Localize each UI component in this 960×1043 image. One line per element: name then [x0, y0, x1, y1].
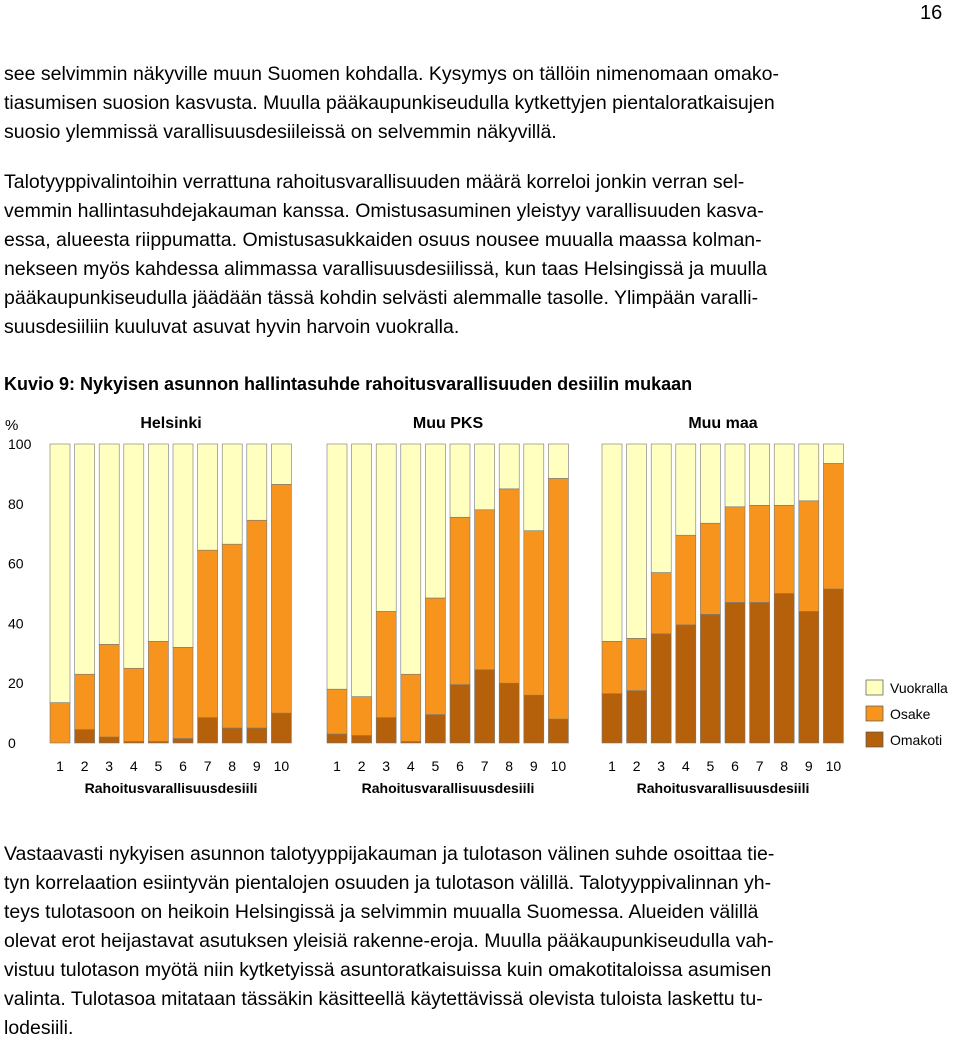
- x-tick-label: 4: [129, 758, 138, 774]
- x-tick-label: 2: [357, 758, 366, 774]
- bar-segment-vuokralla: [602, 444, 622, 641]
- bar-segment-osake: [627, 638, 647, 690]
- x-tick-label: 10: [550, 758, 567, 774]
- bar-segment-vuokralla: [676, 444, 696, 535]
- bar-segment-omakoti: [774, 594, 794, 744]
- bar-segment-osake: [602, 641, 622, 693]
- text-line: pääkaupunkiseudulla jäädään tässä kohdin selvästi alemmalle tasolle. Ylimpään varalli-: [4, 287, 759, 309]
- x-tick-label: 3: [657, 758, 666, 774]
- paragraph-income: [4, 840, 954, 1043]
- bar-segment-omakoti: [247, 728, 267, 743]
- panel-title: Muu maa: [688, 415, 758, 432]
- x-tick-label: 10: [273, 758, 290, 774]
- bar-segment-vuokralla: [401, 444, 421, 674]
- bar-segment-osake: [651, 573, 671, 634]
- bar-segment-omakoti: [725, 602, 745, 743]
- x-tick-label: 8: [780, 758, 789, 774]
- bar-segment-omakoti: [700, 614, 720, 743]
- y-tick-label: 100: [8, 436, 32, 452]
- bar-segment-osake: [700, 523, 720, 614]
- y-tick-label: 40: [8, 615, 24, 632]
- bar-segment-osake: [676, 535, 696, 625]
- bar-segment-osake: [247, 520, 267, 728]
- bar-segment-osake: [401, 674, 421, 741]
- y-tick-label: 20: [8, 675, 24, 692]
- bar-segment-omakoti: [524, 695, 544, 743]
- bar-segment-omakoti: [602, 694, 622, 743]
- paragraph-intro: [4, 60, 954, 147]
- bar-segment-omakoti: [750, 602, 770, 743]
- legend-label: Vuokralla: [890, 680, 948, 696]
- bar-segment-vuokralla: [148, 444, 168, 641]
- bar-segment-omakoti: [499, 683, 519, 743]
- bar-segment-osake: [327, 689, 347, 734]
- bar-segment-omakoti: [799, 611, 819, 743]
- bar-segment-vuokralla: [247, 444, 267, 520]
- x-tick-label: 2: [80, 758, 89, 774]
- bar-segment-vuokralla: [725, 444, 745, 507]
- x-tick-label: 10: [825, 758, 842, 774]
- y-tick-label: 80: [8, 495, 24, 512]
- text-line: lodesiili.: [4, 1017, 74, 1039]
- x-axis-label: Rahoitusvarallisuusdesiili: [361, 780, 535, 796]
- x-tick-label: 7: [755, 758, 764, 774]
- bar-segment-osake: [173, 647, 193, 738]
- bar-segment-osake: [475, 510, 495, 670]
- bar-segment-omakoti: [173, 739, 193, 743]
- bar-segment-omakoti: [450, 685, 470, 743]
- legend-label: Omakoti: [890, 732, 943, 748]
- panel-title: Helsinki: [140, 415, 202, 432]
- bar-segment-vuokralla: [475, 444, 495, 510]
- x-tick-label: 5: [154, 758, 163, 774]
- bar-segment-omakoti: [475, 670, 495, 743]
- bar-segment-vuokralla: [774, 444, 794, 505]
- bar-segment-vuokralla: [198, 444, 218, 550]
- bar-segment-omakoti: [676, 625, 696, 743]
- bar-segment-vuokralla: [173, 444, 193, 647]
- bar-segment-omakoti: [425, 715, 445, 743]
- bar-segment-osake: [198, 550, 218, 717]
- text-line: teys tulotasoon on heikoin Helsingissä ja selvimmin muualla Suomessa. Alueiden välillä: [4, 901, 759, 923]
- bar-segment-omakoti: [352, 736, 372, 743]
- text-line: nekseen myös kahdessa alimmassa varallisuusdesiilissä, kun taas Helsingissä ja muulla: [4, 258, 768, 280]
- bar-segment-osake: [499, 489, 519, 683]
- bar-segment-osake: [548, 478, 568, 719]
- bar-segment-omakoti: [327, 734, 347, 743]
- y-tick-label: 0: [8, 735, 16, 751]
- panel-title: Muu PKS: [412, 415, 484, 432]
- bar-segment-osake: [352, 697, 372, 736]
- bar-segment-omakoti: [651, 634, 671, 743]
- bar-segment-osake: [524, 531, 544, 695]
- x-tick-label: 6: [456, 758, 464, 774]
- bar-segment-osake: [75, 674, 95, 729]
- x-tick-label: 5: [431, 758, 440, 774]
- bar-segment-osake: [450, 517, 470, 684]
- text-line: Talotyyppivalintoihin verrattuna rahoitusvarallisuuden määrä korreloi jonkin verran sel-: [4, 171, 745, 193]
- bar-segment-omakoti: [548, 719, 568, 743]
- y-unit-label: %: [5, 417, 19, 434]
- paragraph-wealth: [4, 168, 954, 342]
- bar-segment-omakoti: [99, 737, 119, 743]
- bar-segment-omakoti: [627, 691, 647, 743]
- bar-segment-vuokralla: [271, 444, 291, 484]
- bar-segment-vuokralla: [799, 444, 819, 501]
- text-line: tyn korrelaation esiintyvän pientalojen osuuden ja tulotason välillä. Talotyyppivalinnan yh-: [4, 872, 772, 894]
- x-tick-label: 8: [505, 758, 514, 774]
- bar-segment-osake: [725, 507, 745, 603]
- bar-segment-omakoti: [198, 718, 218, 743]
- bar-segment-vuokralla: [352, 444, 372, 697]
- x-tick-label: 9: [252, 758, 261, 774]
- bar-segment-vuokralla: [222, 444, 242, 544]
- bar-segment-vuokralla: [327, 444, 347, 689]
- text-line: tiasumisen suosion kasvusta. Muulla pääkaupunkiseudulla kytkettyjen pientaloratkaisujen: [4, 92, 775, 114]
- x-tick-label: 9: [804, 758, 813, 774]
- bar-segment-osake: [99, 644, 119, 737]
- x-tick-label: 5: [706, 758, 715, 774]
- bar-segment-osake: [124, 668, 144, 741]
- text-line: Vastaavasti nykyisen asunnon talotyyppijakauman ja tulotason välinen suhde osoittaa tie-: [4, 843, 775, 865]
- x-tick-label: 1: [608, 758, 616, 774]
- text-line: essa, alueesta riippumatta. Omistusasukkaiden osuus nousee muualla maassa kolman-: [4, 229, 762, 251]
- x-tick-label: 6: [179, 758, 187, 774]
- bar-segment-omakoti: [271, 713, 291, 743]
- x-tick-label: 1: [333, 758, 341, 774]
- bar-segment-omakoti: [222, 728, 242, 743]
- legend-swatch: [866, 732, 883, 747]
- text-line: vemmin hallintasuhdejakauman kanssa. Omistusasuminen yleistyy varallisuuden kasva-: [4, 200, 764, 222]
- legend-label: Osake: [890, 706, 931, 722]
- y-tick-label: 60: [8, 555, 24, 572]
- bar-segment-osake: [222, 544, 242, 728]
- figure-caption: Kuvio 9: Nykyisen asunnon hallintasuhde rahoitusvarallisuuden desiilin mukaan: [4, 374, 693, 394]
- text-line: olevat erot heijastavat asutuksen yleisiä rakenne-eroja. Muulla pääkaupunkiseudulla vah-: [4, 930, 774, 952]
- bar-segment-osake: [376, 611, 396, 717]
- text-line: suusdesiiliin kuuluvat asuvat hyvin harvoin vuokralla.: [4, 316, 460, 338]
- bar-segment-vuokralla: [750, 444, 770, 505]
- x-tick-label: 8: [228, 758, 237, 774]
- bar-segment-osake: [271, 484, 291, 713]
- bar-segment-osake: [425, 598, 445, 715]
- bar-segment-vuokralla: [376, 444, 396, 611]
- stacked-bar-chart: [0, 400, 960, 810]
- bar-segment-vuokralla: [75, 444, 95, 674]
- text-line: suosio ylemmissä varallisuusdesiileissä on selvemmin näkyvillä.: [4, 121, 557, 143]
- x-tick-label: 7: [203, 758, 212, 774]
- legend-swatch: [866, 706, 883, 721]
- bar-segment-vuokralla: [99, 444, 119, 644]
- bar-segment-osake: [148, 641, 168, 741]
- bar-segment-osake: [750, 505, 770, 602]
- text-line: vistuu tulotason myötä niin kytketyissä asuntoratkaisuissa kuin omakotitaloissa asumisen: [4, 959, 772, 981]
- x-tick-label: 4: [681, 758, 690, 774]
- bar-segment-vuokralla: [450, 444, 470, 517]
- bar-segment-vuokralla: [50, 444, 70, 703]
- bar-segment-osake: [823, 463, 843, 589]
- bar-segment-vuokralla: [524, 444, 544, 531]
- x-tick-label: 6: [731, 758, 739, 774]
- x-tick-label: 9: [529, 758, 538, 774]
- x-tick-label: 2: [632, 758, 641, 774]
- bar-segment-omakoti: [75, 730, 95, 743]
- text-line: see selvimmin näkyville muun Suomen kohdalla. Kysymys on tällöin nimenomaan omako-: [4, 63, 779, 85]
- bar-segment-omakoti: [376, 718, 396, 743]
- bar-segment-vuokralla: [499, 444, 519, 489]
- bar-segment-vuokralla: [548, 444, 568, 478]
- bar-segment-osake: [50, 703, 70, 743]
- bar-segment-osake: [799, 501, 819, 612]
- bar-segment-omakoti: [823, 589, 843, 743]
- text-line: valinta. Tulotasoa mitataan tässäkin käsitteellä käytettävissä olevista tuloista laskettu tu-: [4, 988, 763, 1010]
- bar-segment-vuokralla: [823, 444, 843, 463]
- x-tick-label: 3: [105, 758, 114, 774]
- x-tick-label: 4: [406, 758, 415, 774]
- bar-segment-vuokralla: [627, 444, 647, 638]
- x-tick-label: 1: [56, 758, 64, 774]
- bar-segment-osake: [774, 505, 794, 593]
- x-axis-label: Rahoitusvarallisuusdesiili: [84, 780, 258, 796]
- page-number: 16: [920, 2, 943, 24]
- x-tick-label: 3: [382, 758, 391, 774]
- bar-segment-vuokralla: [425, 444, 445, 598]
- bar-segment-vuokralla: [124, 444, 144, 668]
- legend-swatch: [866, 680, 883, 695]
- x-tick-label: 7: [480, 758, 489, 774]
- bar-segment-vuokralla: [700, 444, 720, 523]
- bar-segment-vuokralla: [651, 444, 671, 573]
- x-axis-label: Rahoitusvarallisuusdesiili: [636, 780, 810, 796]
